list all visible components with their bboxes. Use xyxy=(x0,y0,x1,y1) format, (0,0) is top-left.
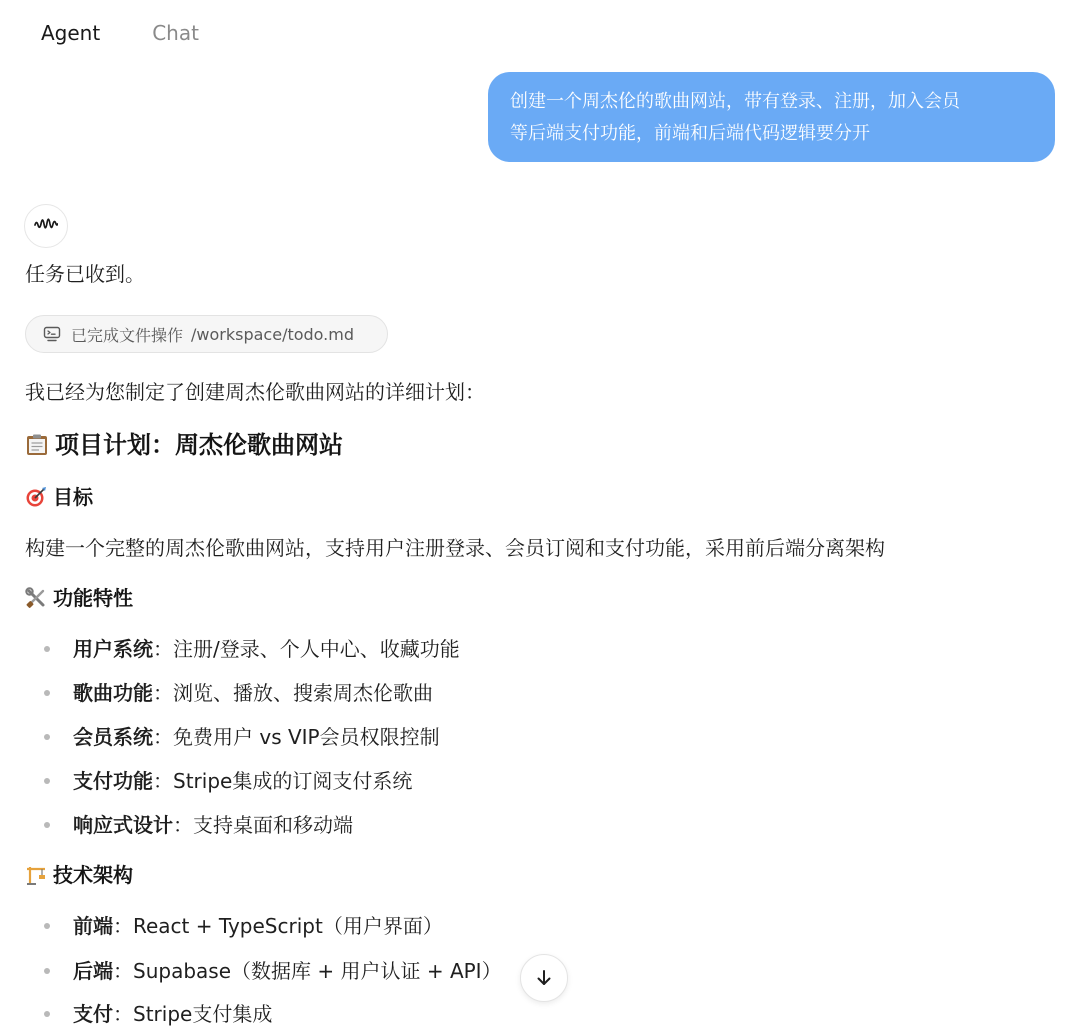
user-message-bubble xyxy=(488,72,1055,162)
architecture-label: 后端 xyxy=(73,959,113,983)
architecture-label: 前端 xyxy=(73,914,113,938)
feature-label: 支付功能 xyxy=(73,769,153,793)
features-heading-text: 功能特性 xyxy=(53,586,133,610)
goal-text: 构建一个完整的周杰伦歌曲网站，支持用户注册登录、会员订阅和支付功能，采用前后端分离架构 xyxy=(25,536,885,560)
file-operation-path: /workspace/todo.md xyxy=(191,324,355,344)
plan-title-text: 项目计划：周杰伦歌曲网站 xyxy=(55,431,343,459)
feature-label: 会员系统 xyxy=(73,725,153,749)
plan-title xyxy=(25,429,343,461)
feature-item-text xyxy=(73,811,353,839)
feature-item-text xyxy=(73,767,412,795)
feature-label: 响应式设计 xyxy=(73,813,173,837)
feature-description: ：注册/登录、个人中心、收藏功能 xyxy=(153,637,460,661)
tools-icon xyxy=(25,587,47,609)
feature-label: 歌曲功能 xyxy=(73,681,153,705)
file-operation-label: 已完成文件操作 xyxy=(71,325,184,345)
user-message-line-2: 等后端支付功能，前端和后端代码逻辑要分开 xyxy=(510,123,870,144)
bullet-dot xyxy=(44,822,50,828)
architecture-description: ：React + TypeScript（用户界面） xyxy=(113,914,443,938)
feature-description: ：Stripe集成的订阅支付系统 xyxy=(153,769,413,793)
architecture-item-text xyxy=(73,912,443,940)
bullet-dot xyxy=(44,778,50,784)
feature-item-text xyxy=(73,723,440,751)
tab-agent[interactable]: Agent xyxy=(41,21,101,45)
arrow-down-icon xyxy=(534,968,554,988)
bullet-dot xyxy=(44,646,50,652)
architecture-heading-text: 技术架构 xyxy=(53,863,133,887)
feature-description: ：浏览、播放、搜索周杰伦歌曲 xyxy=(153,681,433,705)
bullet-dot xyxy=(44,923,50,929)
mode-tabs xyxy=(41,19,199,47)
plan-intro: 我已经为您制定了创建周杰伦歌曲网站的详细计划： xyxy=(25,380,485,404)
bullet-dot xyxy=(44,690,50,696)
assistant-avatar xyxy=(24,204,68,248)
feature-item-text xyxy=(73,679,433,707)
architecture-item-text xyxy=(73,1000,272,1027)
clipboard-icon xyxy=(25,433,49,457)
waveform-icon xyxy=(34,215,58,237)
features-heading xyxy=(25,584,133,612)
architecture-label: 支付 xyxy=(73,1002,113,1026)
goal-heading-text: 目标 xyxy=(53,485,93,509)
architecture-description: ：Supabase（数据库 + 用户认证 + API） xyxy=(113,959,502,983)
architecture-heading xyxy=(25,861,133,889)
construction-icon xyxy=(25,864,47,886)
goal-heading xyxy=(25,483,93,511)
architecture-description: ：Stripe支付集成 xyxy=(113,1002,273,1026)
architecture-item-text xyxy=(73,957,502,985)
scroll-to-bottom-button[interactable] xyxy=(520,954,568,1002)
assistant-ack: 任务已收到。 xyxy=(25,262,145,286)
tab-chat[interactable]: Chat xyxy=(152,21,199,45)
feature-item-text xyxy=(73,635,460,663)
bullet-dot xyxy=(44,968,50,974)
terminal-icon xyxy=(43,326,61,342)
user-message-line-1: 创建一个周杰伦的歌曲网站，带有登录、注册，加入会员 xyxy=(510,91,960,112)
bullet-dot xyxy=(44,1011,50,1017)
bullet-dot xyxy=(44,734,50,740)
file-operation-chip[interactable] xyxy=(25,315,388,353)
target-icon xyxy=(25,486,47,508)
feature-label: 用户系统 xyxy=(73,637,153,661)
feature-description: ：支持桌面和移动端 xyxy=(173,813,353,837)
feature-description: ：免费用户 vs VIP会员权限控制 xyxy=(153,725,440,749)
